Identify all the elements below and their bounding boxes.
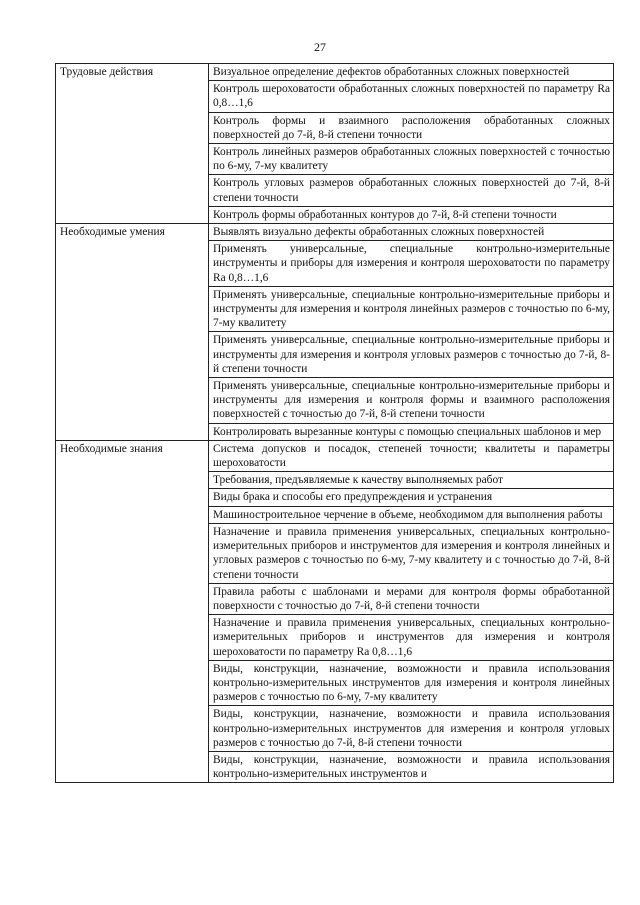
requirements-table-body xyxy=(56,64,614,783)
requirement-item: Контроль формы обработанных контуров до 7-й, 8-й степени точности xyxy=(209,206,614,223)
table-row xyxy=(56,64,614,81)
table-row xyxy=(56,440,614,471)
requirement-item: Виды, конструкции, назначение, возможности и правила использования контрольно-измерительных инструментов для измерения и контроля линейных размеров с точностью по 6-му, 7-му квалитету xyxy=(209,660,614,706)
requirement-item: Правила работы с шаблонами и мерами для контроля формы обработанной поверхности с точностью до 7-й, 8-й степени точности xyxy=(209,583,614,614)
requirement-item: Виды брака и способы его предупреждения и устранения xyxy=(209,489,614,506)
requirement-item: Виды, конструкции, назначение, возможности и правила использования контрольно-измерительных инструментов и xyxy=(209,751,614,782)
requirement-item: Система допусков и посадок, степеней точности; квалитеты и параметры шероховатости xyxy=(209,440,614,471)
requirement-item: Назначение и правила применения универсальных, специальных контрольно-измерительных приборов и инструментов для измерения и контроля линейных и угловых размеров с точностью по 6-му, 7-му квалитету и с точностью до 7-й, 8-й степени точности xyxy=(209,523,614,583)
requirement-item: Назначение и правила применения универсальных, специальных контрольно-измерительных приборов и инструментов для измерения и контроля шероховатости по параметру Ra 0,8…1,6 xyxy=(209,615,614,661)
page-number: 27 xyxy=(314,40,326,54)
section-label: Необходимые умения xyxy=(56,224,209,441)
requirements-table xyxy=(55,63,614,783)
requirement-item: Применять универсальные, специальные контрольно-измерительные приборы и инструменты для измерения и контроля угловых размеров с точностью до 7-й, 8-й степени точности xyxy=(209,332,614,378)
requirement-item: Контроль угловых размеров обработанных сложных поверхностей до 7-й, 8-й степени точности xyxy=(209,175,614,206)
requirement-item: Контролировать вырезанные контуры с помощью специальных шаблонов и мер xyxy=(209,423,614,440)
section-label: Необходимые знания xyxy=(56,440,209,782)
requirement-item: Применять универсальные, специальные контрольно-измерительные инструменты и приборы для измерения и контроля шероховатости по параметру Ra 0,8…1,6 xyxy=(209,241,614,287)
requirement-item: Применять универсальные, специальные контрольно-измерительные приборы и инструменты для измерения и контроля линейных размеров с точностью по 6-му, 7-му квалитету xyxy=(209,286,614,332)
requirement-item: Виды, конструкции, назначение, возможности и правила использования контрольно-измерительных инструментов для измерения и контроля угловых размеров с точностью до 7-й, 8-й степени точности xyxy=(209,706,614,752)
requirement-item: Визуальное определение дефектов обработанных сложных поверхностей xyxy=(209,64,614,81)
requirement-item: Выявлять визуально дефекты обработанных сложных поверхностей xyxy=(209,224,614,241)
requirement-item: Применять универсальные, специальные контрольно-измерительные приборы и инструменты для измерения и контроля формы и взаимного расположения поверхностей с точностью до 7-й, 8-й степени точности xyxy=(209,378,614,424)
requirement-item: Требования, предъявляемые к качеству выполняемых работ xyxy=(209,472,614,489)
table-row xyxy=(56,224,614,241)
requirement-item: Контроль формы и взаимного расположения обработанных сложных поверхностей до 7-й, 8-й степени точности xyxy=(209,112,614,143)
section-label: Трудовые действия xyxy=(56,64,209,224)
requirement-item: Контроль шероховатости обработанных сложных поверхностей по параметру Ra 0,8…1,6 xyxy=(209,81,614,112)
requirement-item: Контроль линейных размеров обработанных сложных поверхностей с точностью по 6-му, 7-му квалитету xyxy=(209,144,614,175)
requirement-item: Машиностроительное черчение в объеме, необходимом для выполнения работы xyxy=(209,506,614,523)
